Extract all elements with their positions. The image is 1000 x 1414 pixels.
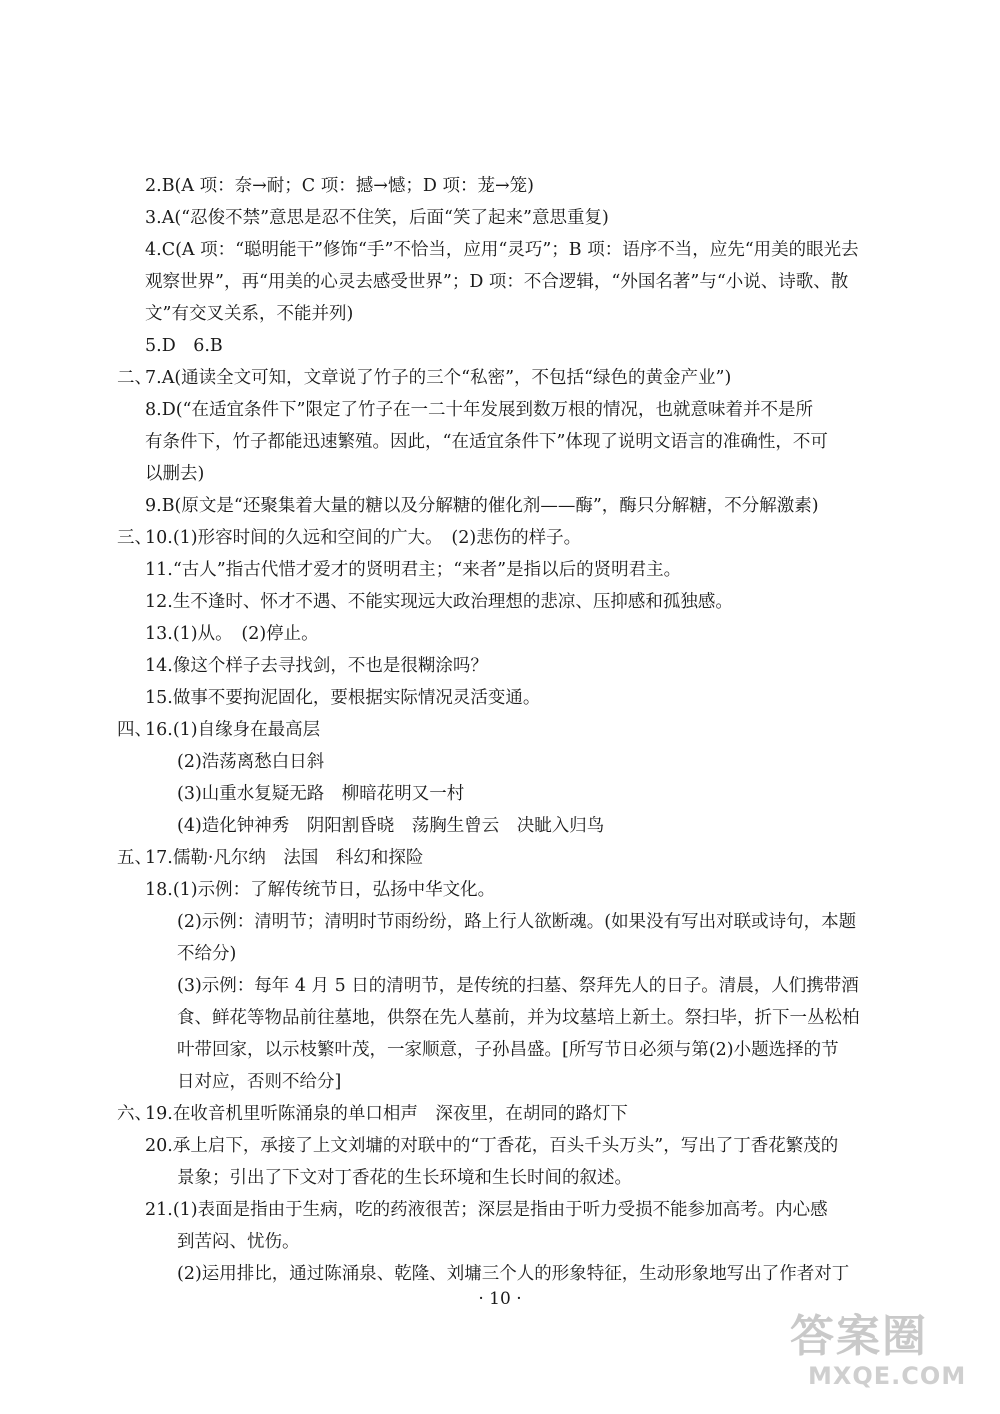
answer-line xyxy=(0,586,1000,618)
line-text: 10.(1)形容时间的久远和空间的广大。 (2)悲伤的样子。 xyxy=(145,528,582,548)
line-text: 20.承上启下，承接了上文刘墉的对联中的“丁香花，百头千头万头”，写出了丁香花繁茂的 xyxy=(145,1136,839,1156)
line-text: 到苦闷、忧伤。 xyxy=(177,1232,300,1252)
line-text: 日对应，否则不给分] xyxy=(177,1072,342,1092)
answer-line xyxy=(0,490,1000,522)
answer-line xyxy=(0,1002,1000,1034)
line-text: 15.做事不要拘泥固化，要根据实际情况灵活变通。 xyxy=(145,688,541,708)
answer-line xyxy=(0,1066,1000,1098)
page-number: · 10 · xyxy=(478,1289,522,1309)
answer-line xyxy=(0,1226,1000,1258)
section-prefix: 四、 xyxy=(117,720,152,740)
line-text: (3)示例：每年 4 月 5 日的清明节，是传统的扫墓、祭拜先人的日子。清晨，人们携带酒 xyxy=(177,976,859,996)
section-prefix: 五、 xyxy=(117,848,152,868)
answer-line xyxy=(0,458,1000,490)
answer-line xyxy=(0,650,1000,682)
answer-line xyxy=(0,618,1000,650)
answer-line xyxy=(0,522,1000,554)
answer-line xyxy=(0,170,1000,202)
line-text: 11.“古人”指古代惜才爱才的贤明君主；“来者”是指以后的贤明君主。 xyxy=(145,560,682,580)
answer-line xyxy=(0,778,1000,810)
answer-line xyxy=(0,874,1000,906)
watermark-logo: 答案圈 xyxy=(790,1311,928,1362)
line-text: 文”有交叉关系，不能并列) xyxy=(145,304,354,324)
answer-line xyxy=(0,1098,1000,1130)
answer-line xyxy=(0,554,1000,586)
answer-line xyxy=(0,810,1000,842)
line-text: (3)山重水复疑无路 柳暗花明又一村 xyxy=(177,784,465,804)
answer-line xyxy=(0,938,1000,970)
line-text: 21.(1)表面是指由于生病，吃的药液很苦；深层是指由于听力受损不能参加高考。内心感 xyxy=(145,1200,828,1220)
answer-content xyxy=(0,170,1000,1290)
answer-line xyxy=(0,906,1000,938)
line-text: 不给分) xyxy=(177,944,237,964)
line-text: 18.(1)示例：了解传统节日，弘扬中华文化。 xyxy=(145,880,496,900)
line-text: 叶带回家，以示枝繁叶茂，一家顺意，子孙昌盛。[所写节日必须与第(2)小题选择的节 xyxy=(177,1040,839,1060)
answer-line xyxy=(0,394,1000,426)
line-text: 3.A(“忍俊不禁”意思是忍不住笑，后面“笑了起来”意思重复) xyxy=(145,208,609,228)
answer-line xyxy=(0,266,1000,298)
answer-line xyxy=(0,714,1000,746)
answer-line xyxy=(0,842,1000,874)
line-text: 8.D(“在适宜条件下”限定了竹子在一二十年发展到数万根的情况，也就意味着并不是所 xyxy=(145,400,813,420)
line-text: 4.C(A 项：“聪明能干”修饰“手”不恰当，应用“灵巧”；B 项：语序不当，应先“用美的眼光去 xyxy=(145,240,859,260)
line-text: 16.(1)自缘身在最高层 xyxy=(145,720,321,740)
line-text: 13.(1)从。 (2)停止。 xyxy=(145,624,319,644)
watermark-url: MXQE.COM xyxy=(808,1362,967,1390)
line-text: (2)浩荡离愁白日斜 xyxy=(177,752,325,772)
answer-line xyxy=(0,362,1000,394)
answer-line xyxy=(0,1130,1000,1162)
section-prefix: 二、 xyxy=(117,368,152,388)
answer-line xyxy=(0,1162,1000,1194)
line-text: 2.B(A 项：奈→耐；C 项：撼→憾；D 项：茏→笼) xyxy=(145,176,534,196)
answer-line xyxy=(0,1034,1000,1066)
answer-line xyxy=(0,298,1000,330)
answer-line xyxy=(0,330,1000,362)
answer-line xyxy=(0,1258,1000,1290)
line-text: 景象；引出了下文对丁香花的生长环境和生长时间的叙述。 xyxy=(177,1168,632,1188)
watermark xyxy=(790,1300,990,1400)
line-text: 以删去) xyxy=(145,464,205,484)
answer-line xyxy=(0,682,1000,714)
line-text: (4)造化钟神秀 阴阳割昏晓 荡胸生曾云 决眦入归鸟 xyxy=(177,816,605,836)
answer-line xyxy=(0,1194,1000,1226)
line-text: 19.在收音机里听陈涌泉的单口相声 深夜里，在胡同的路灯下 xyxy=(145,1104,628,1124)
answer-line xyxy=(0,234,1000,266)
section-prefix: 三、 xyxy=(117,528,152,548)
answer-line xyxy=(0,202,1000,234)
line-text: (2)示例：清明节；清明时节雨纷纷，路上行人欲断魂。(如果没有写出对联或诗句，本题 xyxy=(177,912,857,932)
line-text: 9.B(原文是“还聚集着大量的糖以及分解糖的催化剂——酶”，酶只分解糖，不分解激素) xyxy=(145,496,819,516)
line-text: 14.像这个样子去寻找剑，不也是很糊涂吗？ xyxy=(145,656,488,676)
line-text: (2)运用排比，通过陈涌泉、乾隆、刘墉三个人的形象特征，生动形象地写出了作者对丁 xyxy=(177,1264,850,1284)
line-text: 有条件下，竹子都能迅速繁殖。因此，“在适宜条件下”体现了说明文语言的准确性，不可 xyxy=(145,432,828,452)
answer-line xyxy=(0,746,1000,778)
line-text: 食、鲜花等物品前往墓地，供祭在先人墓前，并为坟墓培上新土。祭扫毕，折下一丛松柏 xyxy=(177,1008,860,1028)
line-text: 5.D 6.B xyxy=(145,336,223,356)
line-text: 17.儒勒·凡尔纳 法国 科幻和探险 xyxy=(145,848,424,868)
line-text: 7.A(通读全文可知，文章说了竹子的三个“私密”，不包括“绿色的黄金产业”) xyxy=(145,368,732,388)
line-text: 12.生不逢时、怀才不遇、不能实现远大政治理想的悲凉、压抑感和孤独感。 xyxy=(145,592,733,612)
answer-line xyxy=(0,426,1000,458)
answer-line xyxy=(0,970,1000,1002)
section-prefix: 六、 xyxy=(117,1104,152,1124)
line-text: 观察世界”，再“用美的心灵去感受世界”；D 项：不合逻辑，“外国名著”与“小说、诗歌、散 xyxy=(145,272,849,292)
